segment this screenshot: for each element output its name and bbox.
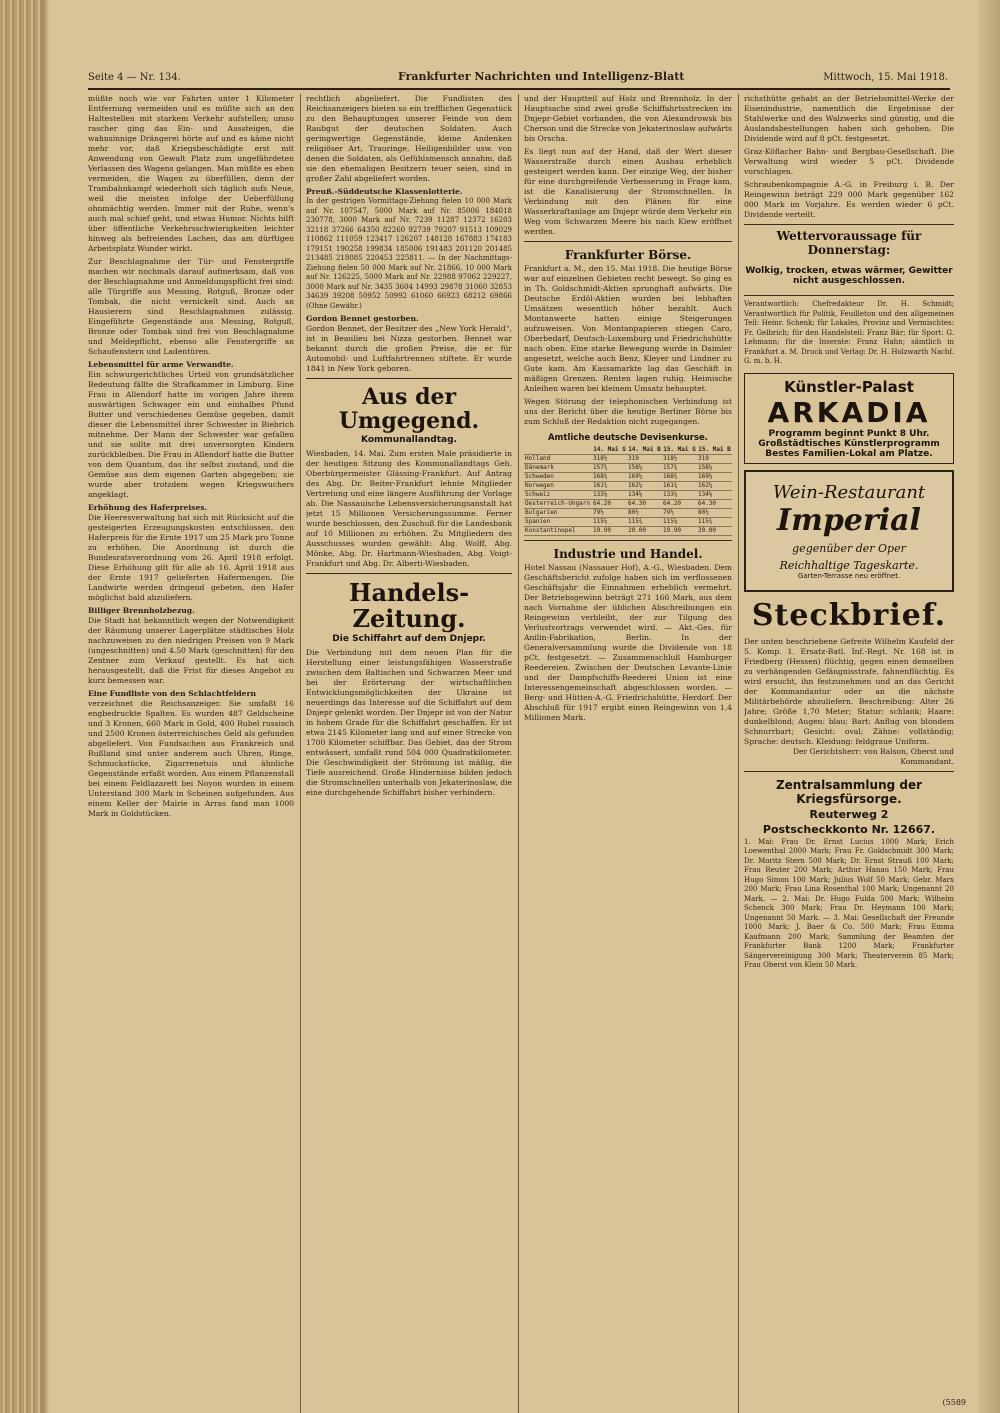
article-text: Gordon Bennet, der Besitzer des „New York Herald“, ist in Beaulieu bei Nizza gestorben. Bennet war bekannt durch die großen Preise, die er für Automobil- und Luftfahrtrennen stiftete. Er wurde 1841 in New York geboren. bbox=[306, 324, 512, 373]
section-rule bbox=[524, 540, 732, 541]
table-cell: Spanien bbox=[524, 518, 592, 527]
table-cell: 318½ bbox=[662, 455, 697, 464]
article-text: Frankfurt a. M., den 15. Mai 1918. Die heutige Börse war auf einzelnen Gebieten recht bewegt. So ging es in Th. Goldschmidt-Aktien sprunghaft aufwärts. Die Deutsche Erdöl-Aktien wurden bei lebhaften Umsätzen wesentlich höher bezahlt. Auch Montanwerte hatten einige Steigerungen aufzuweisen. Von Montanpapieren stiegen Caro, Oberbedarf, Deutsch-Luxemburg und Friedrichshütte nach oben. Eine starke Bewegung wurde in Daimler angesetzt, welche auch Benz, Kleyer und Lindner zu Gute kam. Am Kassamarkte lag das Geschäft in mäßigen Grenzen. Renten lagen ruhig. Heimische Anleihen waren bei kleinem Umsatz behauptet. bbox=[524, 264, 732, 393]
article-text: Hotel Nassau (Nassauer Hof), A.-G., Wiesbaden. Dem Geschäftsbericht zufolge haben sich im verflossenen Geschäftsjahr die Einnahmen erheblich vermehrt. Der Betriebsgewinn beträgt 271 166 Mark, aus dem nach Vornahme der üblichen Abschreibungen ein Reingewinn verbleibt, der zur Tilgung des Verlustvortrags verwendet wird. — Akt.-Ges. für Anilin-Fabrikation, Berlin. In der Generalversammlung wurde die Dividende von 18 pCt. festgesetzt. — Zusammenschluß Hamburger Reedereien. Zwischen der Deutschen Levante-Linie und der Dampfschiffs-Reederei Union ist eine Interessengemeinschaft abgeschlossen worden. — Berg- und Hütten-A.-G. Friedrichshütte, Herdorf. Der Abschluß für 1917 ergibt einen Reingewinn von 1,4 Millionen Mark. bbox=[524, 563, 732, 722]
table-header-row bbox=[524, 446, 732, 455]
section-rule bbox=[744, 771, 954, 772]
article-heading: Gordon Bennet gestorben. bbox=[306, 314, 419, 323]
table-cell: 133⅞ bbox=[592, 491, 627, 500]
table-cell: 115¼ bbox=[662, 518, 697, 527]
table-cell: 80½ bbox=[627, 509, 662, 518]
table-cell: 161¾ bbox=[662, 482, 697, 491]
article-text: müßte noch wie vor Fahrten unter 1 Kilometer Entfernung vermeiden und es müßte sich an den Haltestellen mit starkem Verkehr aufstellen; umso rascher ging das Ein- und Aussteigen, die wahnsinnige Drängerei hörte auf und es käme nicht mehr vor, daß Kriegsbeschädigte erst mit Anwendung von Gewalt Platz zum ungefährdeten Verlassen des Wagens gelangen. Man müßte es eben vermeiden, die Wagen zu überfüllen, denn der Trambahnkampf wiederholt sich täglich aufs Neue, weil die meisten infolge der Ueberfüllung ohnmächtig werden. Immer mit der Ruhe, wenn's auch mal schief geht, und etwas Humor. Nichts hilft über öffentliche Verkehrsschwierigkeiten leichter hinweg als befreiendes Lachen, das am dürftigen Arbeitsplatz Wunder wirkt. bbox=[88, 94, 294, 253]
table-row bbox=[524, 482, 732, 491]
table-cell: Oesterreich-Ungarn bbox=[525, 500, 591, 507]
zentral-address: Reuterweg 2 bbox=[809, 807, 889, 821]
table-cell: 115¾ bbox=[697, 518, 732, 527]
table-row bbox=[524, 527, 732, 536]
donation-list: 1. Mai: Frau Dr. Ernst Lucius 1000 Mark; Erich Loewenthal 2000 Mark; Frau Fr. Goldschmidt 300 Mark; Dr. Moritz Stern 500 Mark; Dr. Ernst Strauß 100 Mark; Frau Reuter 200 Mark; Arthur Hanau 150 Mark; Frau Hugo Simon 100 Mark; Julius Wolf 50 Mark; Gebr. Marx 200 Mark; Frau Lina Rosenthal 100 Mark; Ungenannt 20 Mark. — 2. Mai: Dr. Hugo Fulda 500 Mark; Wilhelm Schenck 300 Mark; Frau Dr. Heymann 100 Mark; Ungenannt 50 Mark. — 3. Mai: Gesellschaft der Freunde 1000 Mark; J. Baer & Co. 500 Mark; Frau Emma Kaufmann 200 Mark; Sammlung der Beamten der Frankfurter Bank 1200 Mark; Frankfurter Sängervereinigung 300 Mark; Theaterverein 85 Mark; Frau Oberst von Klein 50 Mark. bbox=[744, 837, 954, 969]
table-cell: 79½ bbox=[592, 509, 627, 518]
table-row bbox=[524, 473, 732, 482]
article-text: Es liegt nun auf der Hand, daß der Wert dieser Wasserstraße durch einen Ausbau erheblich gesteigert werden kann. Der einzige Weg, der bisher für eine durchgreifende Verbesserung in Frage kam, ist die Kanalisierung der Stromschnellen. In Verbindung mit den Plänen für eine Wasserkraftanlage am Dnjepr würde dem Verkehr ein Weg vom Schwarzen Meere bis nach Kiew eröffnet werden. bbox=[524, 147, 732, 236]
article-text: Die Heeresverwaltung hat sich mit Rücksicht auf die gesteigerten Erzeugungskosten entschlossen, den Haferpreis für die Ernte 1917 um 25 Mark pro Tonne zu erhöhen. Die Anordnung ist durch die Bundesratsverordnung vom 26. April 1918 erfolgt. Diese Erhöhung gilt für alle ab 16. April 1918 aus der Ernte 1917 gelieferten Hafermengen. Die Landwirte werden dringend gebeten, den Hafer möglichst bald abzuliefern. bbox=[88, 513, 294, 602]
impressum: Verantwortlich: Chefredakteur Dr. H. Schmidt; Verantwortlich für Politik, Feuilleton und den allgemeinen Teil: Heinr. Schenk; für Lokales, Provinz und Vermischtes: Fr. Gelbrich; für den Handelsteil: Franz Bär; für Sport: G. Lehmann; für die Inserate: Franz Hahn; sämtlich in Frankfurt a. M. Druck und Verlag: Dr. H. Holzwarth Nachf. G. m. b. H. bbox=[744, 300, 954, 365]
table-row bbox=[524, 491, 732, 500]
table-cell: 168¾ bbox=[662, 473, 697, 482]
devisen-table bbox=[524, 446, 732, 536]
table-cell: Konstantinopel bbox=[524, 527, 592, 536]
table-cell: 80½ bbox=[697, 509, 732, 518]
table-header-cell: 15. Mai B bbox=[698, 446, 731, 453]
table-cell: 168¾ bbox=[592, 473, 627, 482]
table-cell: 79½ bbox=[662, 509, 697, 518]
ad-line: gegenüber der Oper bbox=[792, 541, 906, 555]
column-1 bbox=[88, 94, 294, 1413]
table-cell: 134⅛ bbox=[627, 491, 662, 500]
column-3 bbox=[524, 94, 732, 1413]
book-spine-edge bbox=[0, 0, 42, 1413]
article-heading: Preuß.-Süddeutsche Klassenlotterie. bbox=[306, 187, 463, 196]
table-cell: Holland bbox=[524, 455, 592, 464]
table-cell: 64.30 bbox=[697, 500, 732, 509]
section-title-handels: Handels-Zeitung. bbox=[348, 578, 470, 633]
column-2 bbox=[306, 94, 512, 1413]
table-row bbox=[524, 464, 732, 473]
table-row bbox=[524, 509, 732, 518]
gutter-shadow bbox=[42, 0, 50, 1413]
ad-code: (5589 bbox=[942, 1398, 966, 1407]
steckbrief-title: Steckbrief. bbox=[751, 597, 947, 633]
table-row bbox=[524, 500, 732, 509]
table-cell: 169¼ bbox=[627, 473, 662, 482]
section-subtitle: Die Schiffahrt auf dem Dnjepr. bbox=[332, 634, 486, 644]
section-rule bbox=[744, 224, 954, 225]
table-cell: 115¼ bbox=[592, 518, 627, 527]
column-rule bbox=[738, 94, 739, 1413]
table-cell: 19.90 bbox=[592, 527, 627, 536]
section-rule bbox=[524, 241, 732, 242]
article-text: Graz-Köflacher Bahn- und Bergbau-Gesellschaft. Die Verwaltung wird wieder 5 pCt. Dividende vorschlagen. bbox=[744, 147, 954, 176]
table-cell: 64.20 bbox=[662, 500, 697, 509]
table-cell: Schweiz bbox=[524, 491, 592, 500]
table-cell: 157¾ bbox=[592, 464, 627, 473]
table-cell: Dänemark bbox=[524, 464, 592, 473]
weather-title: Wettervoraussage für Donnerstag: bbox=[776, 229, 922, 257]
article-text: Zur Beschlagnahme der Tür- und Fenstergriffe machen wir nochmals darauf aufmerksam, daß von der Beschlagnahme und Anmeldungspflicht frei sind: alle Türgriffe aus Messing, Rotguß, Bronze oder Tombak, die nicht vernickelt sind. Auch an Hausierern sind Beschlagnahmen zulässig. Eingeführte Gegenstände aus Messing, Rotguß, Bronze oder Tombak sind frei von Beschlagnahme und Meldepflicht, ebenso alle Fenstergriffe an Schaufenstern und Ladentüren. bbox=[88, 257, 294, 356]
article-text: Der unten beschriebene Gefreite Wilhelm Kaufeld der 5. Komp. 1. Ersatz-Batl. Inf.-Regt. Nr. 168 ist in Friedberg (Hessen) flüchtig, gegen einen demselben zu verhängenden Gefängnisstrafe, fahnenflüchtig. Es wird ersucht, ihn festzunehmen und an das Gericht der Kommandantur oder an die nächste Militärbehörde abzuliefern. Beschreibung: Alter 26 Jahre; Größe 1,70 Meter; Statur: schlank; Haare: dunkelblond; Augen: blau; Bart: Anflug von blondem Schnurrbart; Gesicht: oval; Zähne: vollständig; Sprache: deutsch. Kleidung: feldgraue Uniform. bbox=[744, 636, 954, 746]
section-title-industrie: Industrie und Handel. bbox=[553, 547, 703, 561]
table-row bbox=[524, 455, 732, 464]
section-title-umgegend: Aus der Umgegend. bbox=[338, 384, 480, 434]
table-header-cell: 14. Mai G bbox=[593, 446, 626, 453]
table-header-cell: 14. Mai B bbox=[628, 446, 661, 453]
signature: Der Gerichtsherr: von Balson, Oberst und Kommandant. bbox=[792, 746, 954, 766]
article-heading: Eine Fundliste von den Schlachtfeldern bbox=[88, 689, 256, 698]
article-text: Wiesbaden, 14. Mai. Zum ersten Male präsidierte in der heutigen Sitzung des Kommunallandtags Geh. Oberbürgermeister Glässing-Frankfurt. Auf Antrag des Abg. Dr. Beiter-Frankfurt lehnte Mitglieder Vertretung und eine längere Ausführung der Vorlage ab. Die Nassauische Lebensversicherungsanstalt hat jetzt 15 Millionen Versicherungssumme. Ferner wurde beschlossen, den Zuschuß für die Landesbank auf 10 Millionen zu erhöhen. Zu Mitgliedern des Ausschusses wurden gewählt: Abg. Wolff, Abg. Mönke, Abg. Dr. Hartmann-Wiesbaden, Abg. Voigt-Frankfurt und Abg. Dr. Alberti-Wiesbaden. bbox=[306, 449, 512, 568]
header-date: Mittwoch, 15. Mai 1918. bbox=[823, 72, 948, 83]
article-text: rechtlich abgeliefert. Die Fundlisten des Reichsanzeigers bieten so ein trefflichen Gegenstück zu den Behauptungen unserer Feinde von dem Raubgut der deutschen Soldaten. Auch geringwertige Gegenstände, kleine Andenken religiöser Art, Trauringe, Heiligenbilder usw. von denen die Soldaten, als Gefühlsmensch annahm, daß sie den ehemaligen Besitzern teuer seien, sind in großer Zahl abgeliefert worden. bbox=[306, 94, 512, 183]
page-header bbox=[88, 70, 948, 90]
arkadia-ad bbox=[744, 373, 954, 464]
section-rule bbox=[744, 295, 954, 296]
article-text: Die Verbindung mit dem neuen Plan für die Herstellung einer leistungsfähigen Wasserstraße zwischen dem Baltischen und Schwarzen Meer und bei der Erörterung der wirtschaftlichen Entwicklungsmöglichkeiten der Ukraine ist neuerdings das Interesse auf die Schiffahrt auf dem Dnjepr gelenkt worden. Der Dnjepr ist von der Natur in hohem Grade für die Schiffahrt geschaffen. Er ist etwa 2145 Kilometer lang und auf einer Strecke von 1700 Kilometer schiffbar. Das Gebiet, das der Strom entwässert, umfaßt rund 504 000 Quadratkilometer. Die Geschwindigkeit der Strömung ist mäßig, die Tiefe ausreichend. Große Hindernisse bilden jedoch die Stromschnellen unterhalb von Jekaterinoslaw, die eine durchgehende Schiffahrt bisher verhindern. bbox=[306, 648, 512, 797]
article-text: Die Stadt hat bekanntlich wegen der Notwendigkeit der Räumung unserer Lagerplätze städtisches Holz nachzuweisen zu den niedrigen Preisen von 9 Mark (ungeschnitten) und 4.50 Mark (geschnitten) für den Zentner zum Verkauf gestellt. Es hat sich herausgestellt, daß die Frist für dieses Angebot zu kurz bemessen war. bbox=[88, 616, 294, 685]
column-rule bbox=[300, 94, 301, 1413]
table-cell: 134⅛ bbox=[697, 491, 732, 500]
table-cell: 157¾ bbox=[662, 464, 697, 473]
zentral-title: Zentralsammlung der Kriegsfürsorge. bbox=[775, 777, 923, 806]
table-cell: 158¼ bbox=[697, 464, 732, 473]
table-header-cell bbox=[524, 446, 592, 455]
ad-line: Wein-Restaurant bbox=[772, 481, 926, 503]
ad-title: Imperial bbox=[777, 502, 921, 538]
zentral-account: Postscheckkonto Nr. 12667. bbox=[762, 822, 936, 836]
table-cell: 115¾ bbox=[627, 518, 662, 527]
article-text: und der Hauptteil auf Holz und Brennholz. In der Hauptsache sind zwei große Schiffahrtsstrecken im Dnjepr-Gebiet vorhanden, die von Alexandrowsk bis Cherson und die Strecke von Jekaterinoslaw aufwärts bis Orscha. bbox=[524, 94, 732, 143]
table-cell: 162¼ bbox=[697, 482, 732, 491]
table-cell: 19.90 bbox=[662, 527, 697, 536]
table-cell: 20.00 bbox=[697, 527, 732, 536]
lottery-numbers: In der gestrigen Vormittags-Ziehung fielen 10 000 Mark auf Nr. 107547, 5000 Mark auf Nr. 85006 184018 230778, 3000 Mark auf Nr. 7239 11287 12372 16203 32118 37266 64350 82260 92739 79207 91513 109029 110862 111059 123417 126207 148128 167883 174183 179151 190258 199834 185006 191483 201120 201485 213485 218085 220453 225811. — In der Nachmittags-Ziehung fielen 50 000 Mark auf Nr. 21866, 10 000 Mark auf Nr. 126225, 5000 Mark auf Nr. 22988 97062 229227, 3000 Mark auf Nr. 3435 3604 14993 29878 31060 32853 34639 39208 50952 50992 61060 66923 68212 69866 (Ohne Gewähr.) bbox=[306, 197, 512, 310]
section-rule bbox=[306, 378, 512, 379]
section-title-boerse: Frankfurter Börse. bbox=[564, 248, 692, 262]
table-cell: 161¾ bbox=[592, 482, 627, 491]
table-cell: Schweden bbox=[524, 473, 592, 482]
table-cell: 319 bbox=[627, 455, 662, 464]
table-cell: 133⅞ bbox=[662, 491, 697, 500]
column-4 bbox=[744, 94, 954, 1413]
ad-title: ARKADIA bbox=[767, 395, 931, 429]
table-cell: Norwegen bbox=[524, 482, 592, 491]
article-heading: Lebensmittel für arme Verwandte. bbox=[88, 360, 234, 369]
next-page-edge bbox=[978, 0, 1000, 1413]
column-rule bbox=[518, 94, 519, 1413]
table-cell: 64.20 bbox=[592, 500, 627, 509]
table-cell: 162¼ bbox=[627, 482, 662, 491]
article-heading: Billiger Brennholzbezug. bbox=[88, 606, 195, 615]
header-rule bbox=[88, 88, 950, 90]
ad-line: Künstler-Palast bbox=[784, 377, 914, 396]
table-cell: 319 bbox=[697, 455, 732, 464]
article-heading: Erhöhung des Haferpreises. bbox=[88, 503, 208, 512]
table-cell: 158¼ bbox=[627, 464, 662, 473]
devisen-title: Amtliche deutsche Devisenkurse. bbox=[547, 433, 709, 443]
article-text: Schraubenkompagnie A.-G. in Freiburg i. B. Der Reingewinn beträgt 229 000 Mark gegenüber 162 000 Mark im Vorjahre. Es werden wieder 6 pCt. Dividende verteilt. bbox=[744, 180, 954, 219]
article-text: Wegen Störung der telephonischen Verbindung ist uns der Bericht über die heutige Berliner Börse bis zum Schluß der Redaktion nicht zugegangen. bbox=[524, 397, 732, 426]
ad-line: Programm beginnt Punkt 8 Uhr. bbox=[768, 428, 930, 439]
article-text: verzeichnet die Reichsanzeiger. Sie umfaßt 16 engbedruckte Spalten. Es wurden 487 Geldscheine und 3 Kronen, 660 Mark in Gold, 400 Rubel russisch und 2500 Kronen österreichisches Geld als gefunden abgeliefert. Von Fundsachen aus Frankreich und Rußland sind unter anderem auch Uhren, Ringe, Schmuckstücke, Zigarrenetuis und ähnliche Gegenstände erfaßt worden. Aus einem Pflanzenstall bei einem Feldlazarett bei Noyon wurden in einem Unterstand 300 Mark in Scheinen aufgefunden. Aus einem Keller der Mairie in Arras fand man 1000 Mark in Goldstücken. bbox=[88, 699, 294, 818]
table-row bbox=[524, 518, 732, 527]
header-page-number: Seite 4 — Nr. 134. bbox=[88, 72, 181, 83]
ad-line: Großstädtisches Künstlerprogramm bbox=[758, 438, 940, 449]
table-cell: Bulgarien bbox=[524, 509, 592, 518]
ad-line: Reichhaltige Tageskarte. bbox=[779, 558, 919, 572]
table-header-cell: 15. Mai G bbox=[663, 446, 696, 453]
header-masthead: Frankfurter Nachrichten und Intelligenz-Blatt bbox=[398, 70, 685, 83]
weather-text: Wolkig, trocken, etwas wärmer, Gewitter nicht ausgeschlossen. bbox=[745, 266, 953, 286]
section-subtitle: Kommunallandtag. bbox=[361, 435, 457, 445]
ad-line: Bestes Familien-Lokal am Platze. bbox=[765, 448, 933, 459]
article-text: richsthütte gehabt an der Betriebsmittel-Werke der Eisenindustrie, namentlich die Ergebnisse der Stahlwerke und des Walzwerks sind günstig, und die Auslandsbestellungen haben sich gehoben. Die Dividende wird auf 8 pCt. festgesetzt. bbox=[744, 94, 954, 143]
table-cell: 64.30 bbox=[627, 500, 662, 509]
article-text: Ein schwurgerichtliches Urteil von grundsätzlicher Bedeutung fällte die Strafkammer in Limburg. Eine Frau in Allendorf hatte im vorigen Jahre ihrem auswärtigen Schwager ein und einhalbes Pfund Butter und verschiedenes Gemüse gegeben, damit dieser die Lebensmittel ihrer Schwester in Biebrich mitnehme. Der Mann der Schwester war gefallen und sie sollte mit drei unversorgten Kindern zurückbleiben. Die Frau in Allendorf hatte die Butter von dem Quantum, das ihr selbst zustand, und die Gemüse aus dem eigenen Garten abgegeben; sie wurde aber trotzdem wegen Kriegswuchers angeklagt. bbox=[88, 370, 294, 499]
table-cell: 20.00 bbox=[627, 527, 662, 536]
imperial-ad bbox=[744, 470, 954, 592]
section-rule bbox=[306, 573, 512, 574]
table-cell: 318½ bbox=[592, 455, 627, 464]
table-cell: 169¼ bbox=[697, 473, 732, 482]
ad-line: Garten-Terrasse neu eröffnet. bbox=[797, 571, 901, 580]
